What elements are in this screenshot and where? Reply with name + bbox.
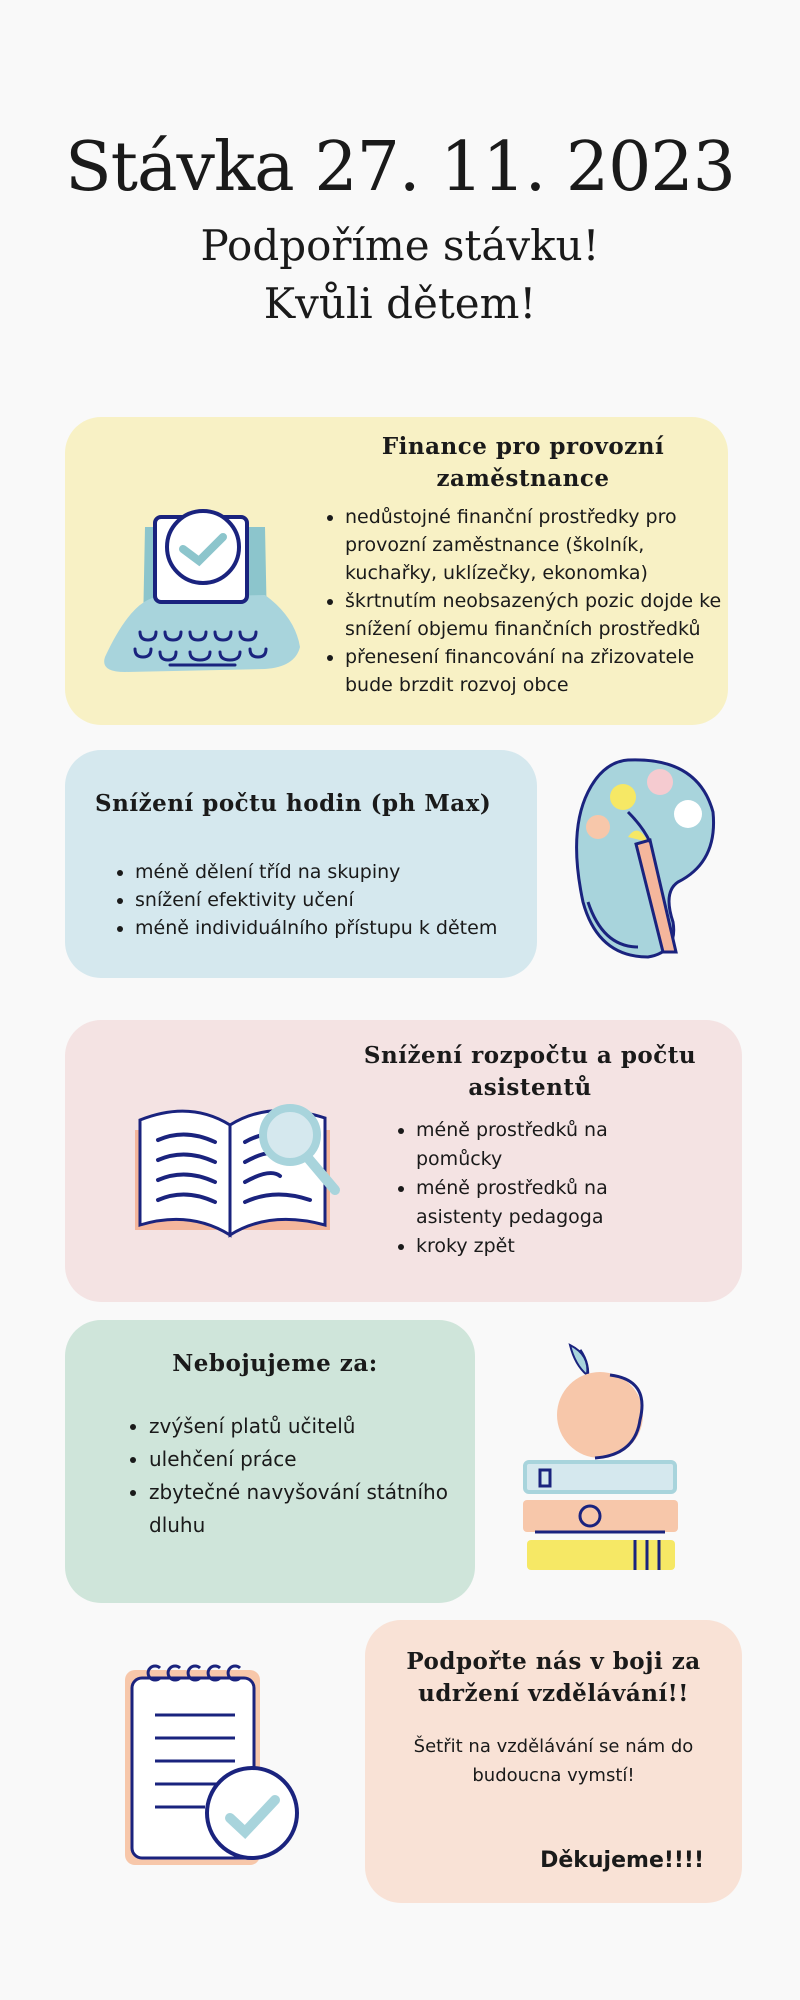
list-item: • zbytečné navyšování státního dluhu xyxy=(149,1476,455,1542)
list-item: • nedůstojné finanční prostředky pro provozní zaměstnance (školník, kuchařky, uklízečky, ekonomka) xyxy=(345,503,723,587)
card-heading: Snížení počtu hodin (ph Max) xyxy=(95,790,492,817)
list-item: • méně prostředků na pomůcky xyxy=(416,1116,700,1174)
list-item: • snížení efektivity učení xyxy=(135,886,515,914)
list-item: • přenesení financování na zřizovatele bude brzdit rozvoj obce xyxy=(345,643,723,699)
list-item: • méně individuálního přístupu k dětem xyxy=(135,914,515,942)
page-title: Stávka 27. 11. 2023 xyxy=(65,128,735,207)
card-finance xyxy=(65,417,728,725)
list-item: • škrtnutím neobsazených pozic dojde ke snížení objemu finančních prostředků xyxy=(345,587,723,643)
card-not-fighting-for xyxy=(65,1320,475,1603)
card-budget xyxy=(65,1020,742,1302)
list-item: • méně prostředků na asistenty pedagoga xyxy=(416,1174,700,1232)
card-support-us xyxy=(365,1620,742,1903)
card-list xyxy=(95,1410,455,1542)
list-item: • kroky zpět xyxy=(416,1232,700,1261)
laptop-check-icon xyxy=(95,477,305,677)
card-heading: Nebojujeme za: xyxy=(172,1350,378,1377)
page-subtitle-line1: Podpoříme stávku! xyxy=(200,221,600,270)
card-list xyxy=(323,503,723,699)
card-heading: Finance pro provozní zaměstnance xyxy=(381,433,665,492)
list-item: • zvýšení platů učitelů xyxy=(149,1410,455,1443)
closing-text: Děkujeme!!!! xyxy=(540,1848,704,1873)
card-heading: Snížení rozpočtu a počtu asistentů xyxy=(363,1042,697,1101)
list-item: • méně dělení tříd na skupiny xyxy=(135,858,515,886)
open-book-magnifier-icon xyxy=(130,1090,350,1250)
card-hours xyxy=(65,750,537,978)
card-list xyxy=(360,1116,700,1261)
card-heading: Podpořte nás v boji za udržení vzdělávání!! xyxy=(406,1648,701,1707)
card-body-text: Šetřit na vzdělávání se nám do budoucna vymstí! xyxy=(413,1736,694,1786)
notepad-check-icon xyxy=(120,1660,305,1870)
card-list xyxy=(95,858,515,942)
paint-palette-icon xyxy=(568,752,728,962)
list-item: • ulehčení práce xyxy=(149,1443,455,1476)
page-subtitle-line2: Kvůli dětem! xyxy=(263,279,537,328)
apple-on-books-icon xyxy=(515,1340,690,1580)
